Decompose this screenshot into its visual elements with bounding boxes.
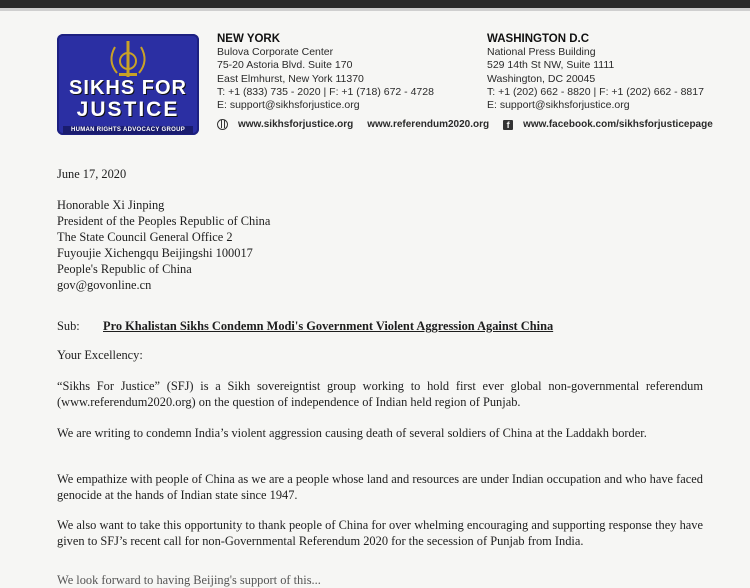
office-line: E: support@sikhsforjustice.org (487, 99, 630, 112)
facebook-icon: f (503, 120, 513, 130)
facebook-link[interactable]: www.facebook.com/sikhsforjusticepage (523, 119, 713, 130)
subject-line (57, 319, 553, 334)
address-email: gov@govonline.cn (57, 278, 152, 292)
paragraph: We also want to take this opportunity to thank people of China for over whelming encouraging and supporting response they have given to SFJ’s recent call for non-Governmental Referendum 2020 for the secession of Punjab from India. (57, 518, 703, 548)
top-border (0, 0, 750, 8)
address-line: Honorable Xi Jinping (57, 198, 165, 212)
subject-label: Sub: (57, 319, 80, 333)
globe-icon (217, 119, 228, 130)
subject-text: Pro Khalistan Sikhs Condemn Modi's Government Violent Aggression Against China (103, 319, 554, 333)
top-border-shadow (0, 8, 750, 11)
office-line: T: +1 (833) 735 - 2020 | F: +1 (718) 672 - 4728 (217, 85, 434, 98)
paragraph: We are writing to condemn India’s violent aggression causing death of several soldiers of China at the Laddakh border. (57, 426, 647, 440)
office-new-york (217, 33, 434, 112)
sfj-logo (57, 34, 199, 135)
office-line: Bulova Corporate Center (217, 46, 334, 59)
paragraph: “Sikhs For Justice” (SFJ) is a Sikh sovereigntist group working to hold first ever global non-governmental referendum (www.referendum2020.org) on the question of independence of Indian held region of Punjab. (57, 379, 703, 409)
office-line: East Elmhurst, New York 11370 (217, 72, 364, 85)
paragraph: We empathize with people of China as we are a people whose land and resources are under Indian occupation and who have faced genocide at the hands of Indian state since 1947. (57, 472, 703, 502)
address-line: Fuyoujie Xichengqu Beijingshi 100017 (57, 246, 253, 260)
paragraph-cut-off: We look forward to having Beijing's support of this... (57, 573, 321, 587)
recipient-address (57, 197, 270, 293)
office-washington-dc (487, 33, 704, 112)
referendum-link[interactable]: www.referendum2020.org (367, 119, 490, 130)
letter-date: June 17, 2020 (57, 167, 127, 181)
address-line: People's Republic of China (57, 262, 192, 276)
website-link[interactable]: www.sikhsforjustice.org (238, 119, 354, 130)
office-city: NEW YORK (217, 33, 281, 45)
office-line: 75-20 Astoria Blvd. Suite 170 (217, 59, 353, 72)
office-line: E: support@sikhsforjustice.org (217, 99, 360, 112)
address-line: The State Council General Office 2 (57, 230, 233, 244)
office-line: T: +1 (202) 662 - 8820 | F: +1 (202) 662 - 8817 (487, 85, 704, 98)
office-line: National Press Building (487, 46, 596, 59)
address-line: President of the Peoples Republic of China (57, 214, 271, 228)
office-line: Washington, DC 20045 (487, 72, 596, 85)
web-links (217, 119, 713, 130)
khanda-emblem-icon (57, 39, 199, 79)
office-city: WASHINGTON D.C (487, 33, 590, 45)
logo-tagline: HUMAN RIGHTS ADVOCACY GROUP (63, 126, 193, 134)
logo-line1: SIKHS FOR (69, 77, 187, 99)
office-line: 529 14th St NW, Suite 1111 (487, 59, 615, 72)
salutation: Your Excellency: (57, 348, 143, 362)
logo-line2: JUSTICE (76, 98, 180, 121)
